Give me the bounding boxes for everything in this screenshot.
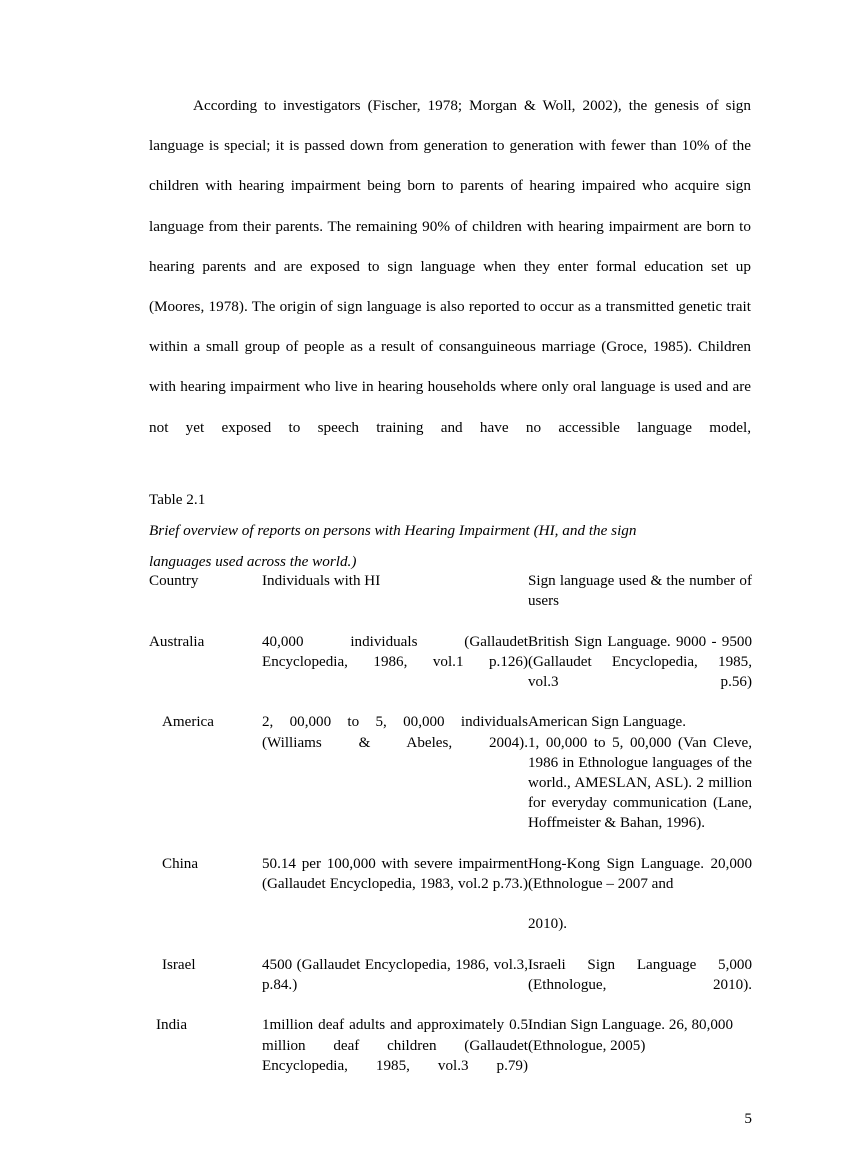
- row-individuals-america: 2, 00,000 to 5, 00,000 individuals (Williams & Abeles, 2004).: [262, 714, 528, 751]
- row-country-israel: Israel: [162, 956, 196, 973]
- column-header-sign-language: Sign language used & the number of users: [528, 573, 752, 610]
- row-country-america: America: [162, 714, 214, 731]
- row-sign-language-america-line1: American Sign Language.: [528, 714, 687, 731]
- column-header-country: Country: [149, 573, 199, 589]
- row-country-china: China: [162, 855, 199, 872]
- row-individuals-china: 50.14 per 100,000 with severe impairment (Gallaudet Encyclopedia, 1983, vol.2 p.73.): [262, 855, 528, 893]
- row-country-india: India: [156, 1017, 188, 1034]
- row-sign-language-china-part2: 2010).: [528, 916, 567, 933]
- paragraph-sign-language-genesis: According to investigators (Fischer, 1978; Morgan & Woll, 2002), the genesis of sign language is special; it is passed down from generation to generation with fewer than 10% of the children with hearing impairment being born to parents of hearing impaired who acquire sign language from their parents. The remaining 90% of children with hearing impairment are born to hearing parents and are exposed to sign language when they enter formal education set up (Moores, 1978). The origin of sign language is also reported to occur as a transmitted genetic trait within a small group of people as a result of consanguineous marriage (Groce, 1985). Children with hearing impairment who live in hearing households where only oral language is used and are not yet exposed to speech training and have no accessible language model,: [149, 97, 751, 436]
- table-caption-block: [149, 484, 751, 577]
- table-label: Table 2.1: [149, 491, 206, 508]
- row-country-australia: Australia: [149, 633, 205, 650]
- body-text-block: [149, 86, 751, 488]
- table-2-1: [149, 571, 752, 1096]
- row-individuals-india: 1million deaf adults and approximately 0.5 million deaf children (Gallaudet Encyclopedia, 1985, vol.3 p.79): [262, 1017, 528, 1074]
- spacer-line: [528, 894, 752, 914]
- column-header-individuals: Individuals with HI: [262, 573, 381, 589]
- table-row: [149, 1015, 752, 1096]
- row-sign-language-australia: British Sign Language. 9000 - 9500 (Gallaudet Encyclopedia, 1985, vol.3 p.56): [528, 633, 752, 691]
- row-sign-language-america-rest: 1, 00,000 to 5, 00,000 (Van Cleve, 1986 in Ethnologue languages of the world., AMESLAN, ASL). 2 million for everyday communication (Lane, Hoffmeister & Bahan, 1996).: [528, 734, 752, 832]
- row-individuals-australia: 40,000 individuals (Gallaudet Encyclopedia, 1986, vol.1 p.126): [262, 633, 528, 670]
- row-sign-language-israel: Israeli Sign Language 5,000 (Ethnologue, 2010).: [528, 956, 752, 994]
- row-individuals-israel: 4500 (Gallaudet Encyclopedia, 1986, vol.3, p.84.): [262, 956, 528, 994]
- row-sign-language-america: [528, 712, 752, 853]
- table-row: [149, 955, 752, 1016]
- table-row: [149, 854, 752, 955]
- table-row: [149, 712, 752, 853]
- table-row: [149, 632, 752, 713]
- row-sign-language-china-part1: Hong-Kong Sign Language. 20,000 (Ethnologue – 2007 and: [528, 855, 752, 893]
- row-sign-language-india: Indian Sign Language. 26, 80,000 (Ethnologue, 2005): [528, 1017, 733, 1054]
- table-header-row: [149, 571, 752, 632]
- table-caption: Brief overview of reports on persons with Hearing Impairment (HI, and the sign languages used across the world.): [149, 522, 637, 570]
- page-number: 5: [744, 1110, 752, 1127]
- row-sign-language-china: [528, 854, 752, 955]
